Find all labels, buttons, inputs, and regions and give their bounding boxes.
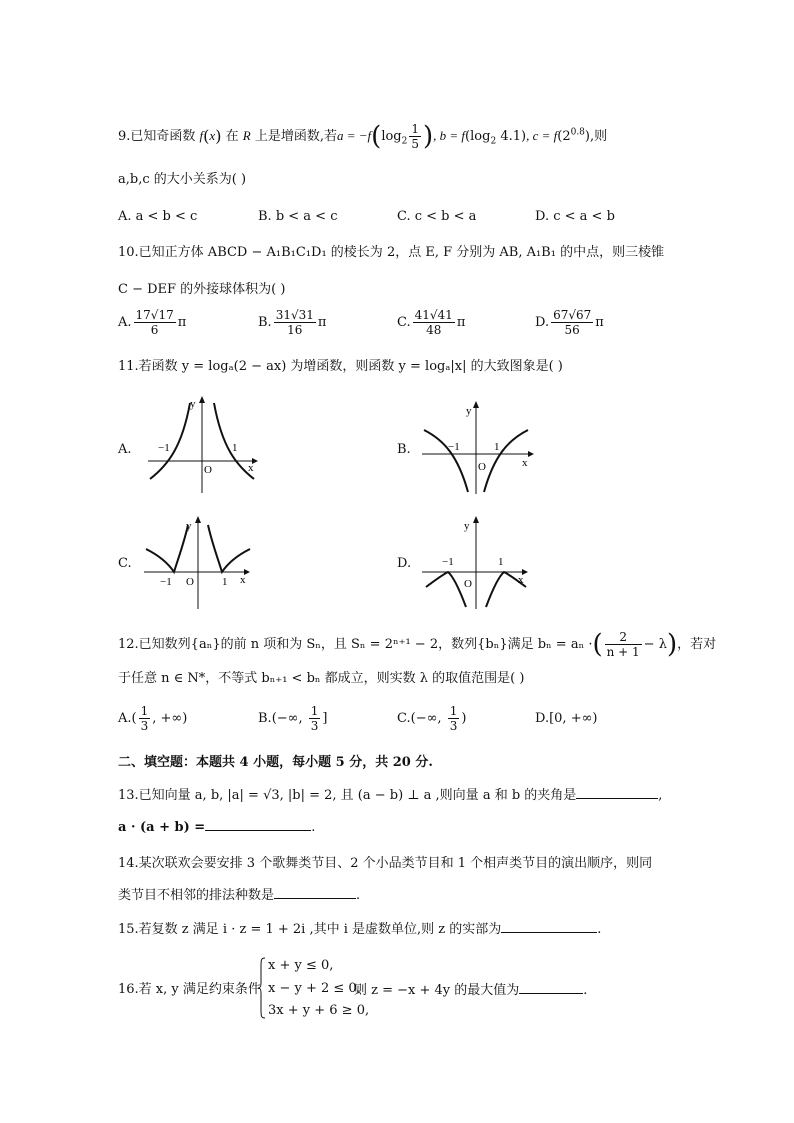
graph-c-y-label: y — [186, 520, 192, 532]
q16-objective: 则 z = −x + 4y 的最大值为 . — [354, 983, 588, 998]
graph-b-x-label: x — [522, 457, 528, 469]
graph-c-neg1: −1 — [160, 576, 172, 588]
graph-b-y-label: y — [466, 405, 472, 417]
q12-option-d: D.[0, +∞) — [535, 711, 598, 726]
q10-option-a: A. $\frac{17√17}{6}$ π — [118, 308, 187, 337]
graph-a-x-label: x — [248, 462, 254, 474]
q14-answer-blank[interactable] — [274, 886, 356, 899]
q15-answer-blank[interactable] — [501, 920, 597, 933]
q12-fraction: $\frac{2}{n + 1}$ — [606, 630, 640, 659]
graph-d-y-label: y — [464, 520, 470, 532]
q14-line1: 14.某次联欢会要安排 3 个歌舞类节目、2 个小品类节目和 1 个相声类节目的演出顺序，则同 — [118, 856, 653, 871]
q12-line1: 12.已知数列{aₙ}的前 n 项和为 Sₙ，且 Sₙ = 2ⁿ⁺¹ − 2，数列{bₙ}满足 bₙ = aₙ ·( $\frac{2}{n + 1}$ − λ)，若对 — [118, 629, 717, 660]
q12-option-a: A.( $\frac{1}{3}$ , +∞) — [118, 704, 188, 733]
q9-line1: 9.已知奇函数 f(x) 在 R 上是增函数,若$a = -f(\log_2$ $\frac{1}{5}$ ), $b = f(\log_2$ 4.1), $c = f(2^{0.8})$,则 — [118, 121, 608, 152]
q16-answer-blank[interactable] — [519, 981, 583, 994]
graph-d-pos1: 1 — [498, 556, 504, 568]
q12-option-b: B.(−∞, $\frac{1}{3}$ ] — [258, 704, 328, 733]
graph-a-neg1: −1 — [158, 442, 170, 454]
q10-line1: 10.已知正方体 ABCD − A₁B₁C₁D₁ 的棱长为 2，点 E, F 分别为 AB, A₁B₁ 的中点，则三棱锥 — [118, 245, 665, 260]
q14-line2: 类节目不相邻的排法种数是 . — [118, 888, 361, 903]
graph-a-pos1: 1 — [232, 442, 238, 454]
graph-b-neg1: −1 — [448, 441, 460, 453]
graph-b-pos1: 1 — [494, 441, 500, 453]
q13-line2: a · (a + b) = . — [118, 820, 316, 835]
q13-answer-blank-1[interactable] — [576, 786, 658, 799]
graph-a-label: A. — [118, 442, 132, 457]
q10-option-b: B. $\frac{31√31}{16}$ π — [258, 308, 327, 337]
q9-option-b: B. b < a < c — [258, 209, 338, 224]
q9-option-c: C. c < b < a — [397, 209, 477, 224]
graph-b — [418, 400, 538, 495]
q16-constraint-2: x − y + 2 ≤ 0, — [268, 981, 361, 996]
section-fill-in-heading: 二、填空题：本题共 4 小题，每小题 5 分，共 20 分. — [118, 755, 433, 770]
graph-a — [140, 395, 260, 495]
q16-prefix: 16.若 x, y 满足约束条件 — [118, 982, 261, 997]
q13-line1: 13.已知向量 a, b, |a| = √3, |b| = 2, 且 (a − b) ⊥ a ,则向量 a 和 b 的夹角是 , — [118, 788, 663, 803]
q16-brace — [258, 957, 266, 1019]
graph-d-label: D. — [397, 556, 412, 571]
graph-d-x-label: x — [518, 574, 524, 586]
graph-d — [418, 515, 538, 610]
q9-option-a: A. a < b < c — [118, 209, 198, 224]
graph-c — [140, 515, 260, 610]
q10-option-c: C. $\frac{41√41}{48}$ π — [397, 308, 466, 337]
q9-fraction: $\frac{1}{5}$ — [411, 122, 419, 151]
q12-option-c: C.(−∞, $\frac{1}{3}$ ) — [397, 704, 467, 733]
graph-a-y-label: y — [190, 398, 196, 410]
q9-line2: a,b,c 的大小关系为( ) — [118, 172, 247, 187]
graph-c-x-label: x — [240, 574, 246, 586]
graph-d-origin: O — [464, 578, 472, 590]
q16-constraint-3: 3x + y + 6 ≥ 0, — [268, 1003, 370, 1018]
q13-answer-blank-2[interactable] — [205, 818, 311, 831]
q12-line2: 于任意 n ∈ N*，不等式 bₙ₊₁ < bₙ 都成立，则实数 λ 的取值范围是( ) — [118, 671, 525, 686]
graph-b-label: B. — [397, 442, 411, 457]
graph-a-origin: O — [204, 464, 212, 476]
q10-line2: C − DEF 的外接球体积为( ) — [118, 282, 286, 297]
graph-b-origin: O — [478, 461, 486, 473]
q9-option-d: D. c < a < b — [535, 209, 615, 224]
q16-constraint-1: x + y ≤ 0, — [268, 958, 334, 973]
graph-c-pos1: 1 — [222, 576, 228, 588]
graph-d-neg1: −1 — [442, 556, 454, 568]
q10-option-d: D. $\frac{67√67}{56}$ π — [535, 308, 604, 337]
graph-c-label: C. — [118, 556, 132, 571]
q15-line1: 15.若复数 z 满足 i · z = 1 + 2i ,其中 i 是虚数单位,则 z 的实部为 . — [118, 922, 602, 937]
graph-c-origin: O — [186, 576, 194, 588]
q11-line1: 11.若函数 y = logₐ(2 − ax) 为增函数，则函数 y = logₐ|x| 的大致图象是( ) — [118, 359, 563, 374]
